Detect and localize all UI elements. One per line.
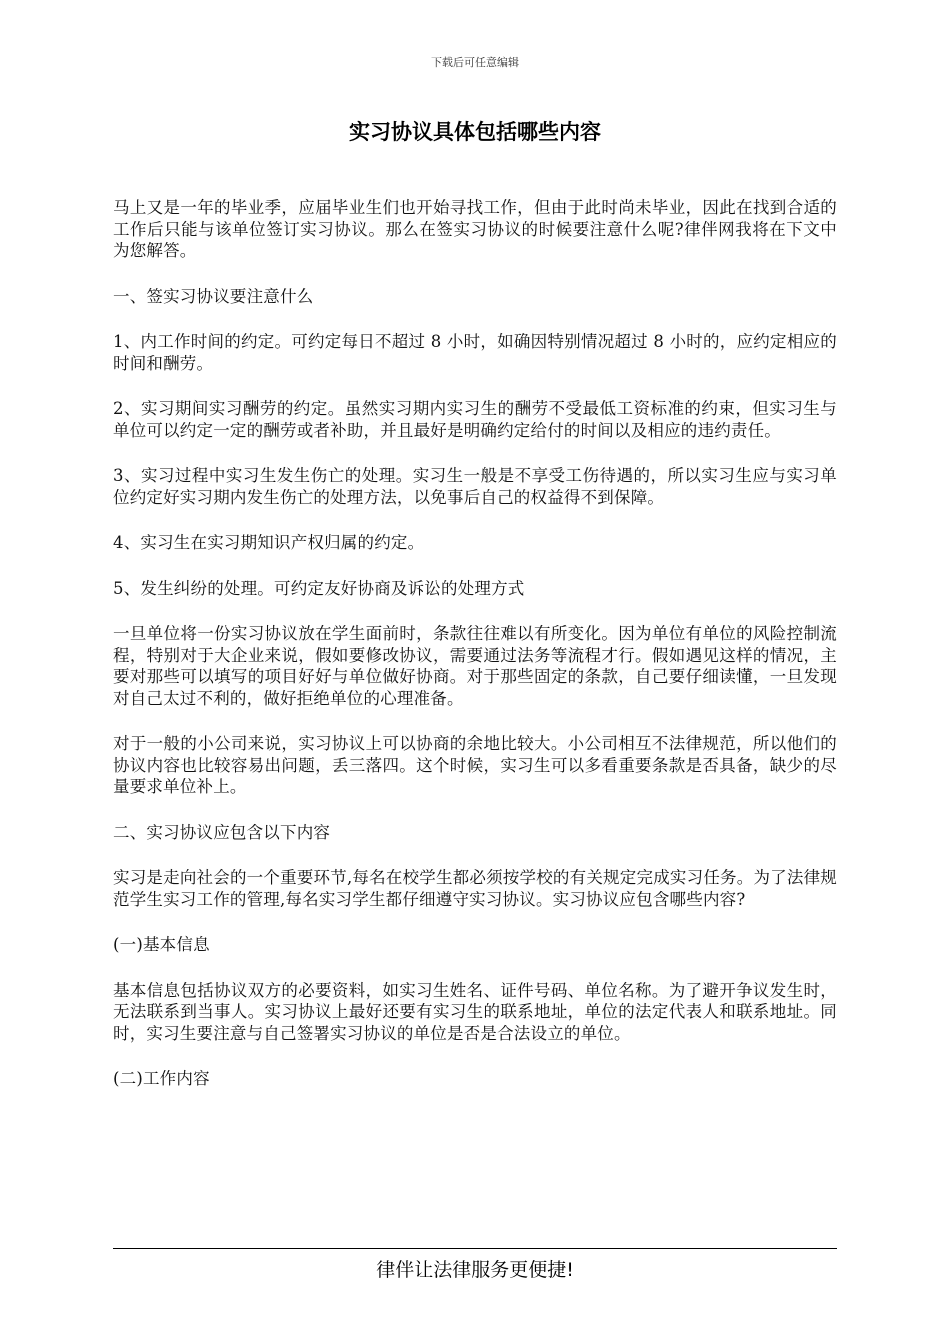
- page-header-note: 下载后可任意编辑: [431, 56, 519, 69]
- body-paragraph: 对于一般的小公司来说，实习协议上可以协商的余地比较大。小公司相互不法律规范，所以他们的协议内容也比较容易出问题，丢三落四。这个时候，实习生可以多看重要条款是否具备，缺少的尽量要求单位补上。: [113, 734, 837, 796]
- document-body: [113, 197, 837, 1114]
- intro-paragraph: 马上又是一年的毕业季，应届毕业生们也开始寻找工作，但由于此时尚未毕业，因此在找到合适的工作后只能与该单位签订实习协议。那么在签实习协议的时候要注意什么呢?律伴网我将在下文中为您解答。: [113, 198, 837, 260]
- list-item-4: 4、实习生在实习期知识产权归属的约定。: [113, 533, 425, 552]
- list-item-2: 2、实习期间实习酬劳的约定。虽然实习期内实习生的酬劳不受最低工资标准的约束，但实习生与单位可以约定一定的酬劳或者补助，并且最好是明确约定给付的时间以及相应的违约责任。: [113, 399, 837, 440]
- section-heading-2: 二、实习协议应包含以下内容: [113, 822, 331, 842]
- body-paragraph: 实习是走向社会的一个重要环节,每名在校学生都必须按学校的有关规定完成实习任务。为了法律规范学生实习工作的管理,每名实习学生都仔细遵守实习协议。实习协议应包含哪些内容?: [113, 868, 837, 909]
- subsection-heading-work-content: (二)工作内容: [113, 1069, 210, 1088]
- subsection-heading-basic-info: (一)基本信息: [113, 935, 210, 954]
- document-title: 实习协议具体包括哪些内容: [349, 120, 601, 144]
- body-paragraph: 基本信息包括协议双方的必要资料，如实习生姓名、证件号码、单位名称。为了避开争议发生时，无法联系到当事人。实习协议上最好还要有实习生的联系地址，单位的法定代表人和联系地址。同时，实习生要注意与自己签署实习协议的单位是否是合法设立的单位。: [113, 980, 837, 1043]
- footer-divider: [113, 1248, 837, 1249]
- body-paragraph: 一旦单位将一份实习协议放在学生面前时，条款往往难以有所变化。因为单位有单位的风险控制流程，特别对于大企业来说，假如要修改协议，需要通过法务等流程才行。假如遇见这样的情况，主要对那些可以填写的项目好好与单位做好协商。对于那些固定的条款，自己要仔细读懂，一旦发现对自己太过不利的，做好拒绝单位的心理准备。: [113, 624, 837, 708]
- list-item-5: 5、发生纠纷的处理。可约定友好协商及诉讼的处理方式: [113, 578, 525, 598]
- list-item-1: 1、内工作时间的约定。可约定每日不超过 8 小时，如确因特别情况超过 8 小时的，应约定相应的时间和酬劳。: [113, 332, 837, 373]
- list-item-3: 3、实习过程中实习生发生伤亡的处理。实习生一般是不享受工伤待遇的，所以实习生应与实习单位约定好实习期内发生伤亡的处理方法，以免事后自己的权益得不到保障。: [113, 466, 837, 507]
- section-heading-1: 一、签实习协议要注意什么: [113, 286, 314, 306]
- footer-slogan: 律伴让法律服务更便捷!: [376, 1259, 574, 1281]
